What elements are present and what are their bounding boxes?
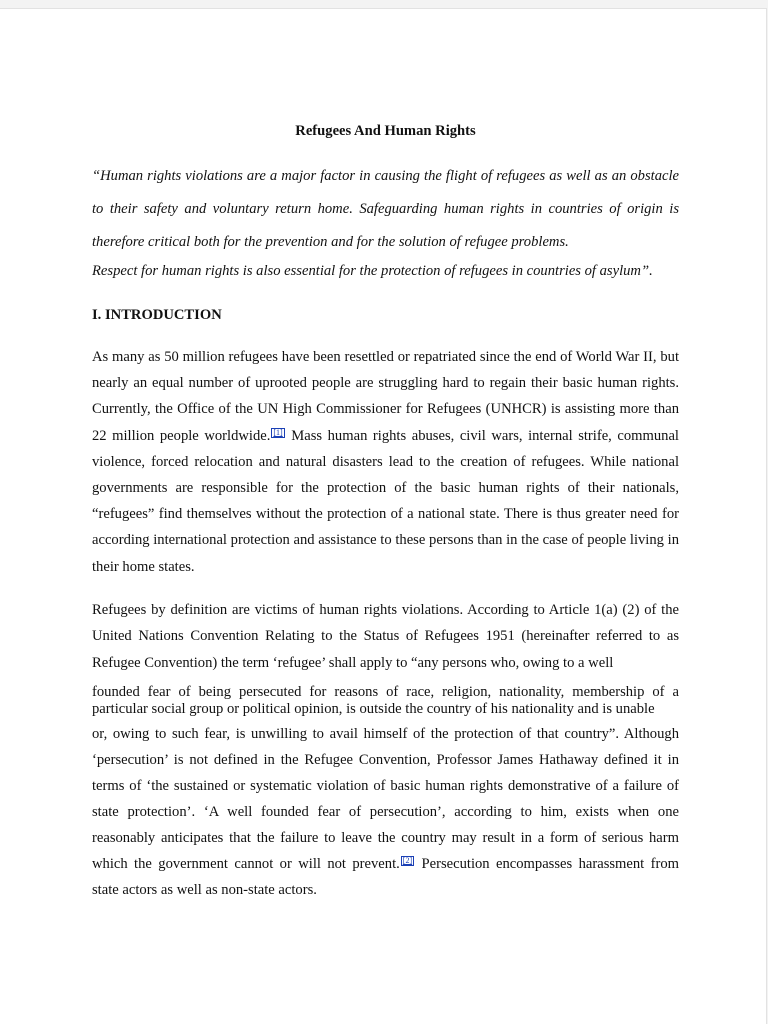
paragraph-1-text-b: Mass human rights abuses, civil wars, internal strife, communal violence, forced relocation and natural disasters lead to the creation of refugees. While national governments are responsible for the protection of the basic human rights of their nationals, “refugees” find themselves without the protection of a national state. There is thus greater need for according international protection and assistance to these persons than in the case of people living in their home states. — [92, 427, 679, 575]
quote-text-part-1: “Human rights violations are a major factor in causing the flight of refugees as well as an obstacle to their safety and voluntary return home. Safeguarding human rights in countries of origin is therefore critical both for the prevention and for the solution of refugee problems. — [92, 168, 679, 250]
paragraph-2-text-c — [92, 721, 679, 903]
document-page — [0, 8, 767, 1024]
section-heading-introduction: I. INTRODUCTION — [92, 307, 222, 323]
paragraph-2-text-c1: or, owing to such fear, is unwilling to avail himself of the protection of that country”. Although ‘persecution’ is not defined in the Refugee Convention, Professor James Hathaway defined it in terms of ‘the sustained or systematic violation of basic human rights demonstrative of a failure of state protection’. ‘A well founded fear of persecution’, according to him, exists when one reasonably anticipates that the failure to leave the country may result in a form of serious harm which the government cannot or will not prevent. — [92, 726, 679, 873]
paragraph-2-text-c2: Persecution encompasses harassment from state actors as well as non-state actors. — [92, 856, 680, 899]
document-title: Refugees And Human Rights — [295, 123, 476, 139]
paragraph-2-text-b: founded fear of being persecuted for reasons of race, religion, nationality, membership of a particular social group or political opinion, is outside the country of his nationality and is unable — [92, 684, 679, 718]
paragraph-1 — [92, 344, 679, 580]
footnote-link-2[interactable]: [2] — [402, 856, 413, 866]
paragraph-1-text-a: As many as 50 million refugees have been resettled or repatriated since the end of World War II, but nearly an equal number of uprooted people are struggling hard to regain their basic human rights. Currently, the Office of the UN High Commissioner for Refugees (UNHCR) is assisting more than 22 million people worldwide. — [92, 349, 679, 444]
document-content — [92, 121, 679, 903]
paragraph-2 — [92, 597, 679, 904]
paragraph-2-text-a: Refugees by definition are victims of human rights violations. According to Article 1(a) (2) of the United Nations Convention Relating to the Status of Refugees 1951 (hereinafter referred to as Refugee Convention) the term ‘refugee’ shall apply to “any persons who, owing to a well — [92, 601, 679, 671]
epigraph-quote — [92, 160, 679, 279]
footnote-link-1[interactable]: [1] — [273, 427, 283, 437]
quote-text-part-2: Respect for human rights is also essential for the protection of refugees in countries of asylum”. — [92, 263, 653, 279]
